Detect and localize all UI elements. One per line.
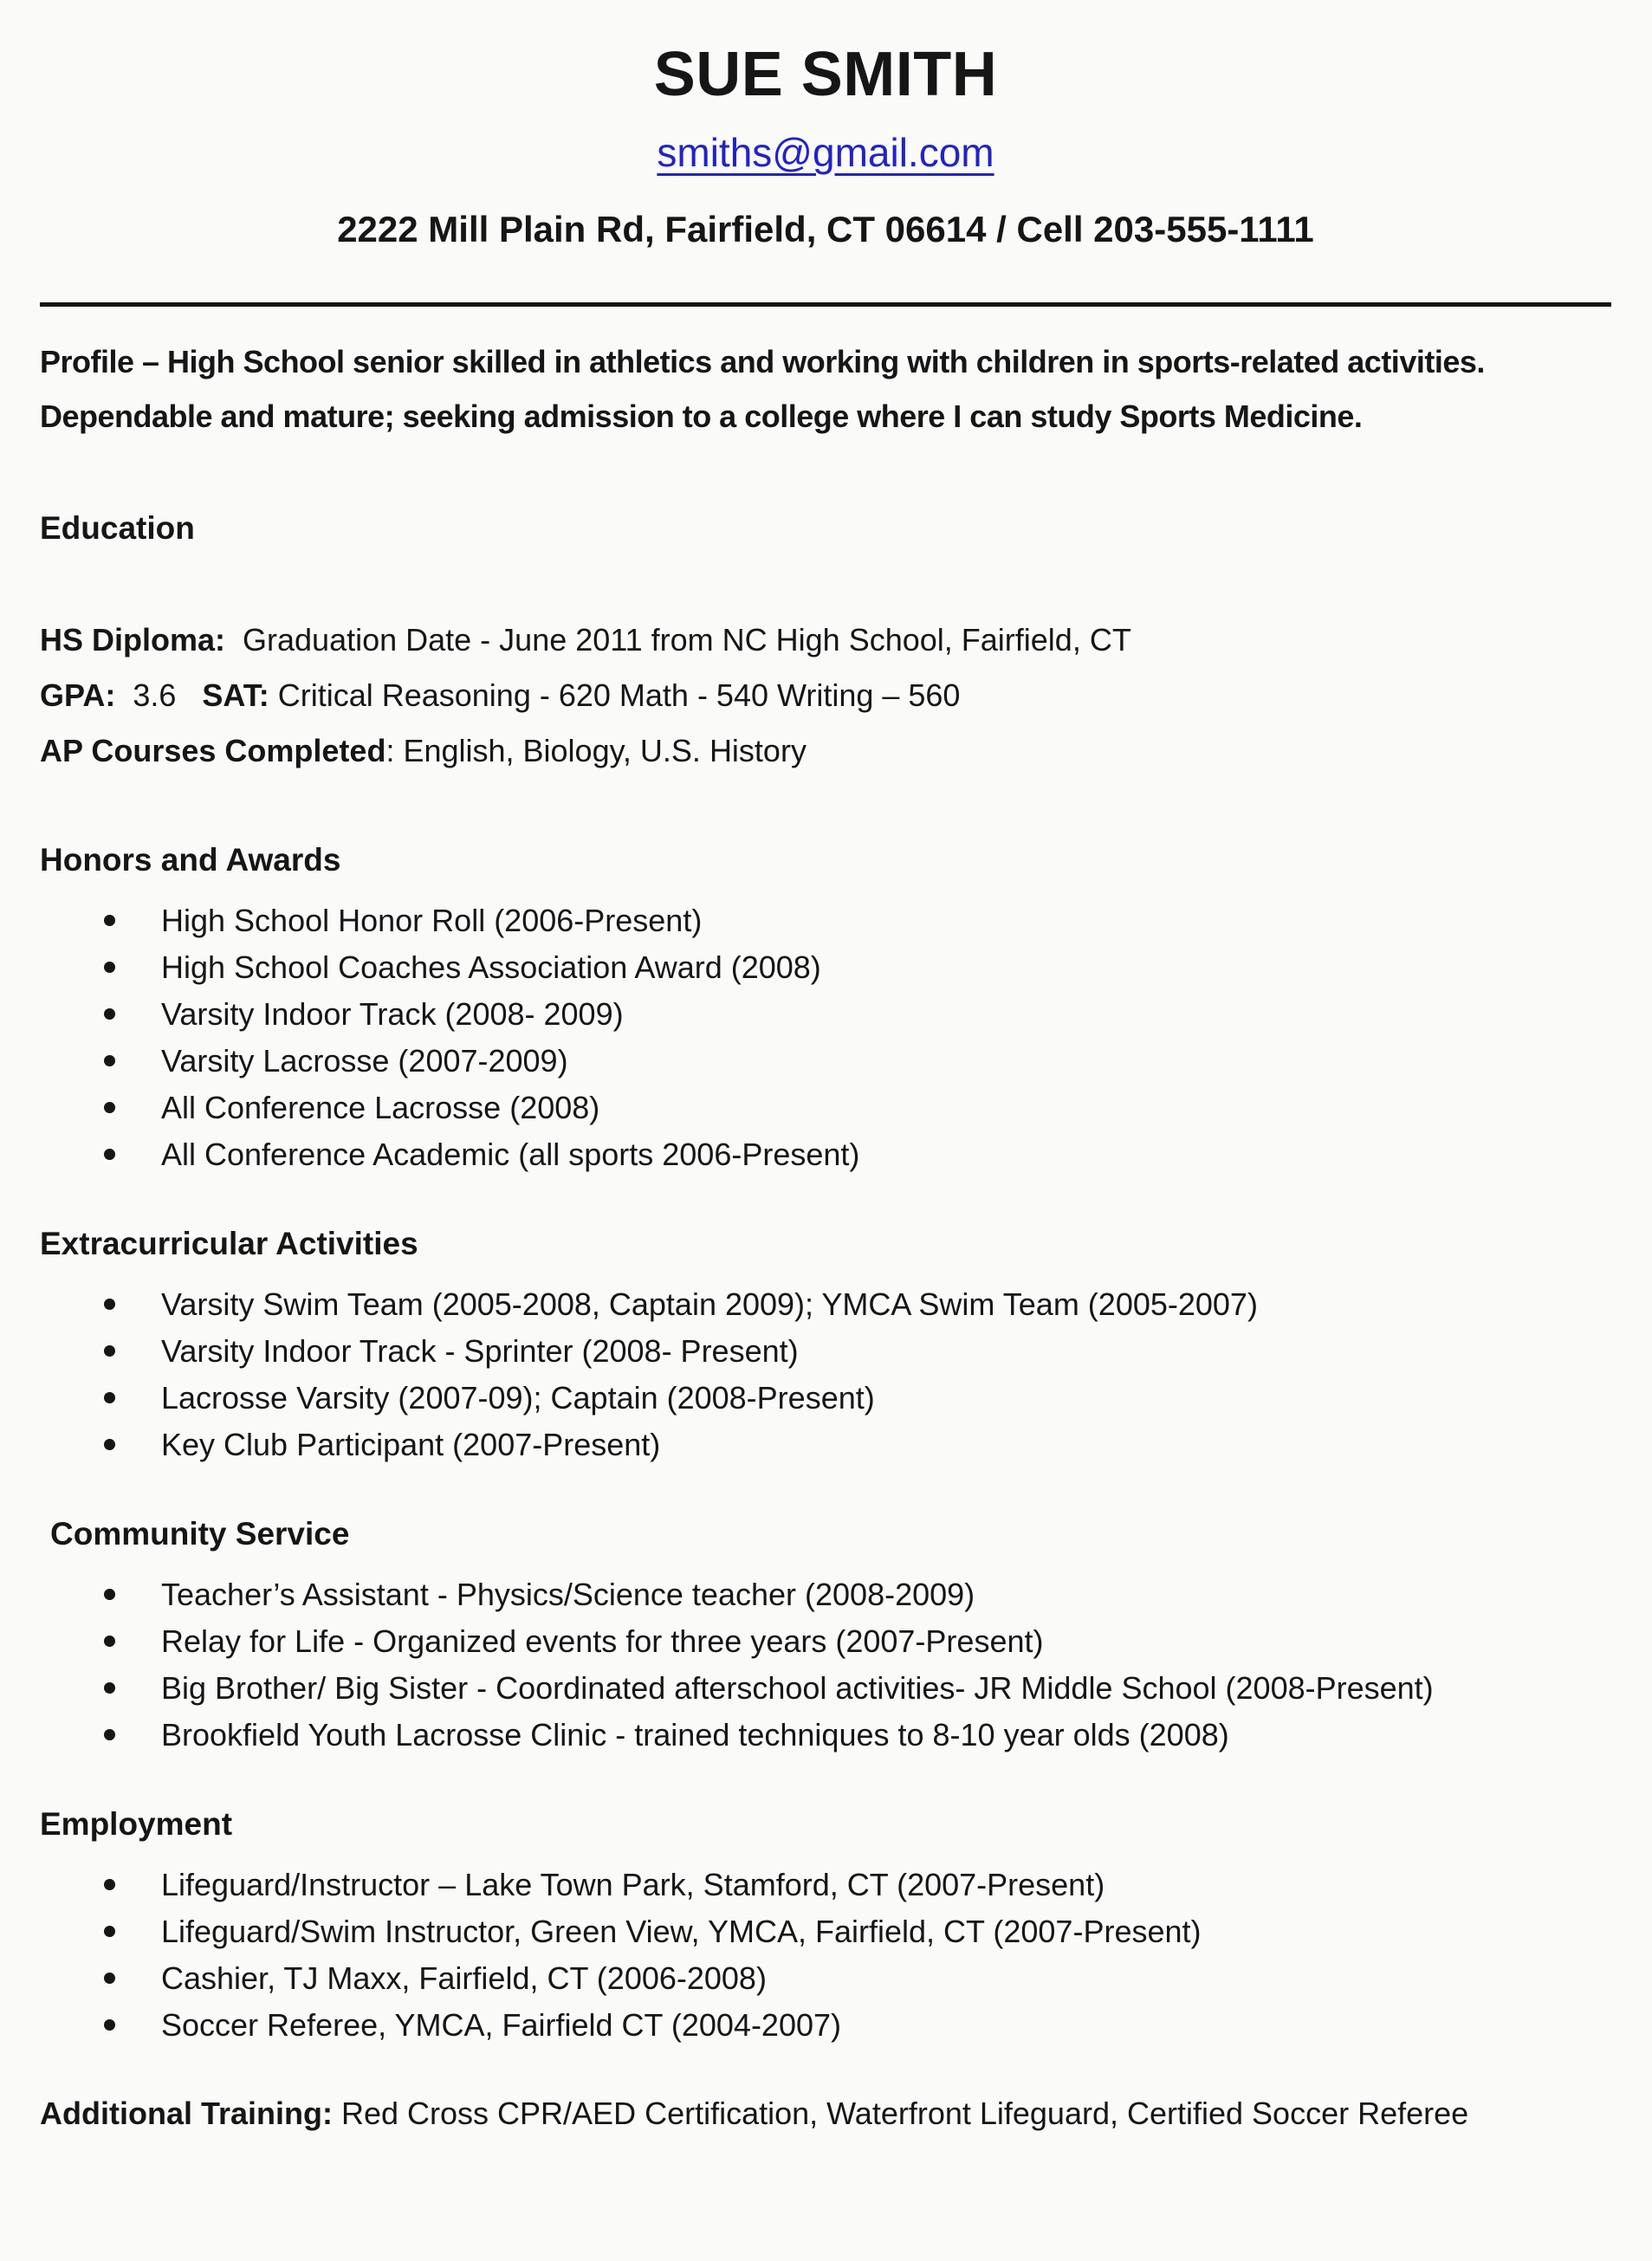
list-item: [40, 1375, 1611, 1422]
list-item: [40, 1712, 1611, 1759]
bullet-icon: [104, 962, 115, 973]
bullet-icon: [104, 1973, 115, 1984]
extracurricular-heading: Extracurricular Activities: [40, 1226, 418, 1261]
label-bold: AP Courses Completed: [40, 733, 386, 768]
list-item-text: All Conference Academic (all sports 2006-Present): [161, 1137, 860, 1172]
list-item-text: Key Club Participant (2007-Present): [161, 1427, 661, 1462]
list-item: [40, 1955, 1611, 2002]
list-item-text: High School Honor Roll (2006-Present): [161, 903, 703, 938]
list-item-text: Varsity Indoor Track - Sprinter (2008- Present): [161, 1333, 799, 1369]
list-item-text: Teacher’s Assistant - Physics/Science teacher (2008-2009): [161, 1577, 975, 1612]
honors-heading: Honors and Awards: [40, 842, 341, 878]
list-item-text: Big Brother/ Big Sister - Coordinated afterschool activities- JR Middle School (2008-Present): [161, 1670, 1434, 1706]
bullet-icon: [104, 1439, 115, 1450]
bullet-icon: [104, 1008, 115, 1020]
label-bold: GPA:: [40, 677, 116, 713]
honors-section: [40, 836, 1611, 1178]
education-section: [40, 504, 1611, 779]
education-details: [40, 612, 1611, 779]
label-text: : English, Biology, U.S. History: [385, 733, 807, 768]
list-item-text: Brookfield Youth Lacrosse Clinic - trained techniques to 8-10 year olds (2008): [161, 1717, 1229, 1752]
community-service-section: [40, 1510, 1611, 1759]
label-text: 3.6: [115, 677, 203, 713]
list-item: [40, 897, 1611, 944]
list-item-text: Lifeguard/Instructor – Lake Town Park, Stamford, CT (2007-Present): [161, 1867, 1105, 1902]
list-item: [40, 2002, 1611, 2049]
contact-line: 2222 Mill Plain Rd, Fairfield, CT 06614 / Cell 203-555-1111: [337, 209, 1314, 249]
ap-courses-line: [40, 723, 1611, 779]
profile-line-2: Dependable and mature; seeking admission to a college where I can study Sports Medicine.: [40, 398, 1363, 434]
list-item-text: High School Coaches Association Award (2008): [161, 949, 821, 985]
list-item: [40, 1571, 1611, 1618]
bullet-icon: [104, 1636, 115, 1647]
list-item-text: Lifeguard/Swim Instructor, Green View, YMCA, Fairfield, CT (2007-Present): [161, 1914, 1202, 1949]
list-item-text: Relay for Life - Organized events for three years (2007-Present): [161, 1623, 1044, 1659]
bullet-icon: [104, 1055, 115, 1066]
employment-list: [40, 1862, 1611, 2049]
gpa-sat-line: [40, 668, 1611, 723]
bullet-icon: [104, 1682, 115, 1694]
list-item-text: Varsity Swim Team (2005-2008, Captain 2009); YMCA Swim Team (2005-2007): [161, 1286, 1258, 1322]
employment-heading: Employment: [40, 1806, 233, 1842]
education-heading: Education: [40, 510, 195, 546]
bullet-icon: [104, 1299, 115, 1310]
list-item: [40, 991, 1611, 1038]
employment-section: [40, 1800, 1611, 2049]
hs-diploma-line: [40, 612, 1611, 668]
community-service-list: [40, 1571, 1611, 1759]
candidate-name: SUE SMITH: [653, 40, 998, 109]
honors-list: [40, 897, 1611, 1178]
list-item: [40, 1908, 1611, 1955]
extracurricular-list: [40, 1281, 1611, 1468]
community-service-heading: Community Service: [50, 1516, 350, 1552]
list-item: [40, 1328, 1611, 1375]
bullet-icon: [104, 1879, 115, 1890]
list-item-text: Cashier, TJ Maxx, Fairfield, CT (2006-2008): [161, 1960, 767, 1996]
label-bold: Additional Training:: [40, 2096, 333, 2131]
list-item: [40, 1281, 1611, 1328]
list-item: [40, 1085, 1611, 1131]
bullet-icon: [104, 1345, 115, 1357]
list-item: [40, 944, 1611, 991]
list-item: [40, 1665, 1611, 1712]
list-item: [40, 1038, 1611, 1085]
list-item: [40, 1131, 1611, 1178]
profile-line-1: Profile – High School senior skilled in athletics and working with children in sports-related activities.: [40, 344, 1485, 379]
label-text: Critical Reasoning - 620 Math - 540 Writing – 560: [269, 677, 961, 713]
list-item-text: Varsity Indoor Track (2008- 2009): [161, 996, 624, 1032]
bullet-icon: [104, 1102, 115, 1113]
resume-header: [40, 40, 1611, 249]
label-bold: SAT:: [202, 677, 269, 713]
list-item: [40, 1862, 1611, 1908]
bullet-icon: [104, 2019, 115, 2031]
bullet-icon: [104, 915, 115, 926]
label-text: Red Cross CPR/AED Certification, Waterfront Lifeguard, Certified Soccer Referee: [332, 2096, 1469, 2131]
email-row: [40, 130, 1611, 175]
header-divider: [40, 302, 1611, 307]
email-link[interactable]: smiths@gmail.com: [657, 130, 994, 175]
extracurricular-section: [40, 1220, 1611, 1468]
profile-section: [40, 334, 1611, 444]
list-item: [40, 1618, 1611, 1665]
bullet-icon: [104, 1589, 115, 1600]
additional-training-line: [40, 2090, 1611, 2136]
bullet-icon: [104, 1926, 115, 1937]
list-item-text: Varsity Lacrosse (2007-2009): [161, 1043, 568, 1079]
bullet-icon: [104, 1729, 115, 1740]
resume-page: [0, 40, 1652, 2136]
list-item-text: Soccer Referee, YMCA, Fairfield CT (2004-2007): [161, 2007, 842, 2043]
list-item: [40, 1422, 1611, 1468]
list-item-text: All Conference Lacrosse (2008): [161, 1090, 600, 1125]
label-bold: HS Diploma:: [40, 622, 226, 658]
bullet-icon: [104, 1149, 115, 1160]
label-text: Graduation Date - June 2011 from NC High School, Fairfield, CT: [225, 622, 1131, 658]
list-item-text: Lacrosse Varsity (2007-09); Captain (2008-Present): [161, 1380, 875, 1416]
bullet-icon: [104, 1392, 115, 1403]
